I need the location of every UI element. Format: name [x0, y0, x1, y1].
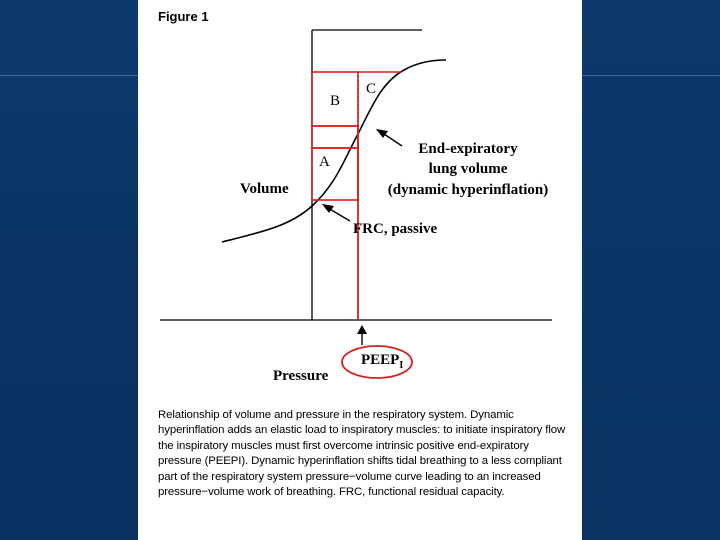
- pressure-label: Pressure: [273, 368, 329, 384]
- peep-arrow-head: [357, 325, 367, 334]
- figure-caption: Relationship of volume and pressure in the respiratory system. Dynamic hyperinflation adds an elastic load to inspiratory muscles: to initiate inspiratory flow the inspiratory muscles must first overcome intrinsic positive end-expiratory pressure (PEEPI). Dynamic hyperinflation shifts tidal breathing to a less compliant part of the respiratory system pressure−volume curve leading to an increased pressure−volume work of breathing. FRC, functional residual capacity.: [158, 409, 566, 499]
- eelv-label-line1: End-expiratory: [418, 141, 518, 157]
- frc-arrow-head: [322, 204, 334, 213]
- eelv-label-line3: (dynamic hyperinflation): [387, 182, 549, 198]
- eelv-arrow-head: [376, 129, 388, 138]
- frc-label: FRC, passive: [353, 221, 438, 237]
- figure-title: Figure 1: [158, 9, 209, 24]
- eelv-label-line2: lung volume: [428, 161, 508, 177]
- pressure-volume-curve: [222, 60, 446, 242]
- box-b-lower: [312, 126, 358, 148]
- volume-label: Volume: [240, 181, 289, 197]
- label-b: B: [330, 93, 341, 109]
- frc-arrow-shaft: [328, 208, 350, 221]
- label-c: C: [366, 81, 377, 97]
- peep-label: $PEEP_I$: [361, 352, 404, 371]
- label-a: A: [319, 154, 330, 170]
